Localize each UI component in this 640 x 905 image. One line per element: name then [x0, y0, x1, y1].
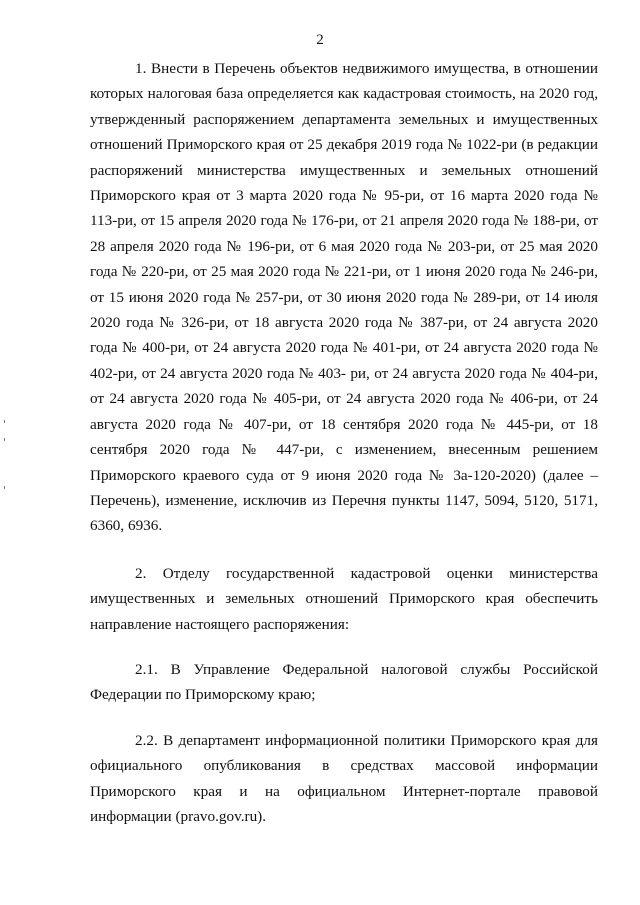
- scan-artifact-mark: [4, 486, 5, 489]
- scan-artifact-mark: [4, 420, 5, 423]
- scan-artifact-mark: [4, 438, 5, 441]
- page-number: 2: [316, 32, 324, 48]
- paragraph-2-2: 2.2. В департамент информационной политики Приморского края для официального опубликования в средствах массовой информации Приморского края и на официальном Интернет-портале правовой информации (pravo.gov.ru).: [90, 731, 598, 825]
- paragraph-2: 2. Отделу государственной кадастровой оценки министерства имущественных и земельных отношений Приморского края обеспечить направление настоящего распоряжения:: [90, 564, 598, 633]
- document-body: [90, 56, 598, 829]
- paragraph-1: 1. Внести в Перечень объектов недвижимого имущества, в отношении которых налоговая база определяется как кадастровая стоимость, на 2020 год, утвержденный распоряжением департамента земельных и имущественных отношений Приморского края от 25 декабря 2019 года № 1022-ри (в редакции распоряжений министерства имущественных и земельных отношений Приморского края от 3 марта 2020 года № 95-ри, от 16 марта 2020 года № 113-ри, от 15 апреля 2020 года № 176-ри, от 21 апреля 2020 года № 188-ри, от 28 апреля 2020 года № 196-ри, от 6 мая 2020 года № 203-ри, от 25 мая 2020 года № 220-ри, от 25 мая 2020 года № 221-ри, от 1 июня 2020 года № 246-ри, от 15 июня 2020 года № 257-ри, от 30 июня 2020 года № 289-ри, от 14 июля 2020 года № 326-ри, от 18 августа 2020 года № 387-ри, от 24 августа 2020 года № 400-ри, от 24 августа 2020 года № 401-ри, от 24 августа 2020 года № 402-ри, от 24 августа 2020 года № 403- ри, от 24 августа 2020 года № 404-ри, от 24 августа 2020 года № 405-ри, от 24 августа 2020 года № 406-ри, от 24 августа 2020 года № 407-ри, от 18 сентября 2020 года № 445-ри, от 18 сентября 2020 года № 447-ри, с изменением, внесенным решением Приморского краевого суда от 9 июня 2020 года № 3а-120-2020) (далее – Перечень), изменение, исключив из Перечня пункты 1147, 5094, 5120, 5171, 6360, 6936.: [90, 60, 598, 535]
- paragraph-2-1: 2.1. В Управление Федеральной налоговой службы Российской Федерации по Приморскому краю;: [90, 660, 598, 704]
